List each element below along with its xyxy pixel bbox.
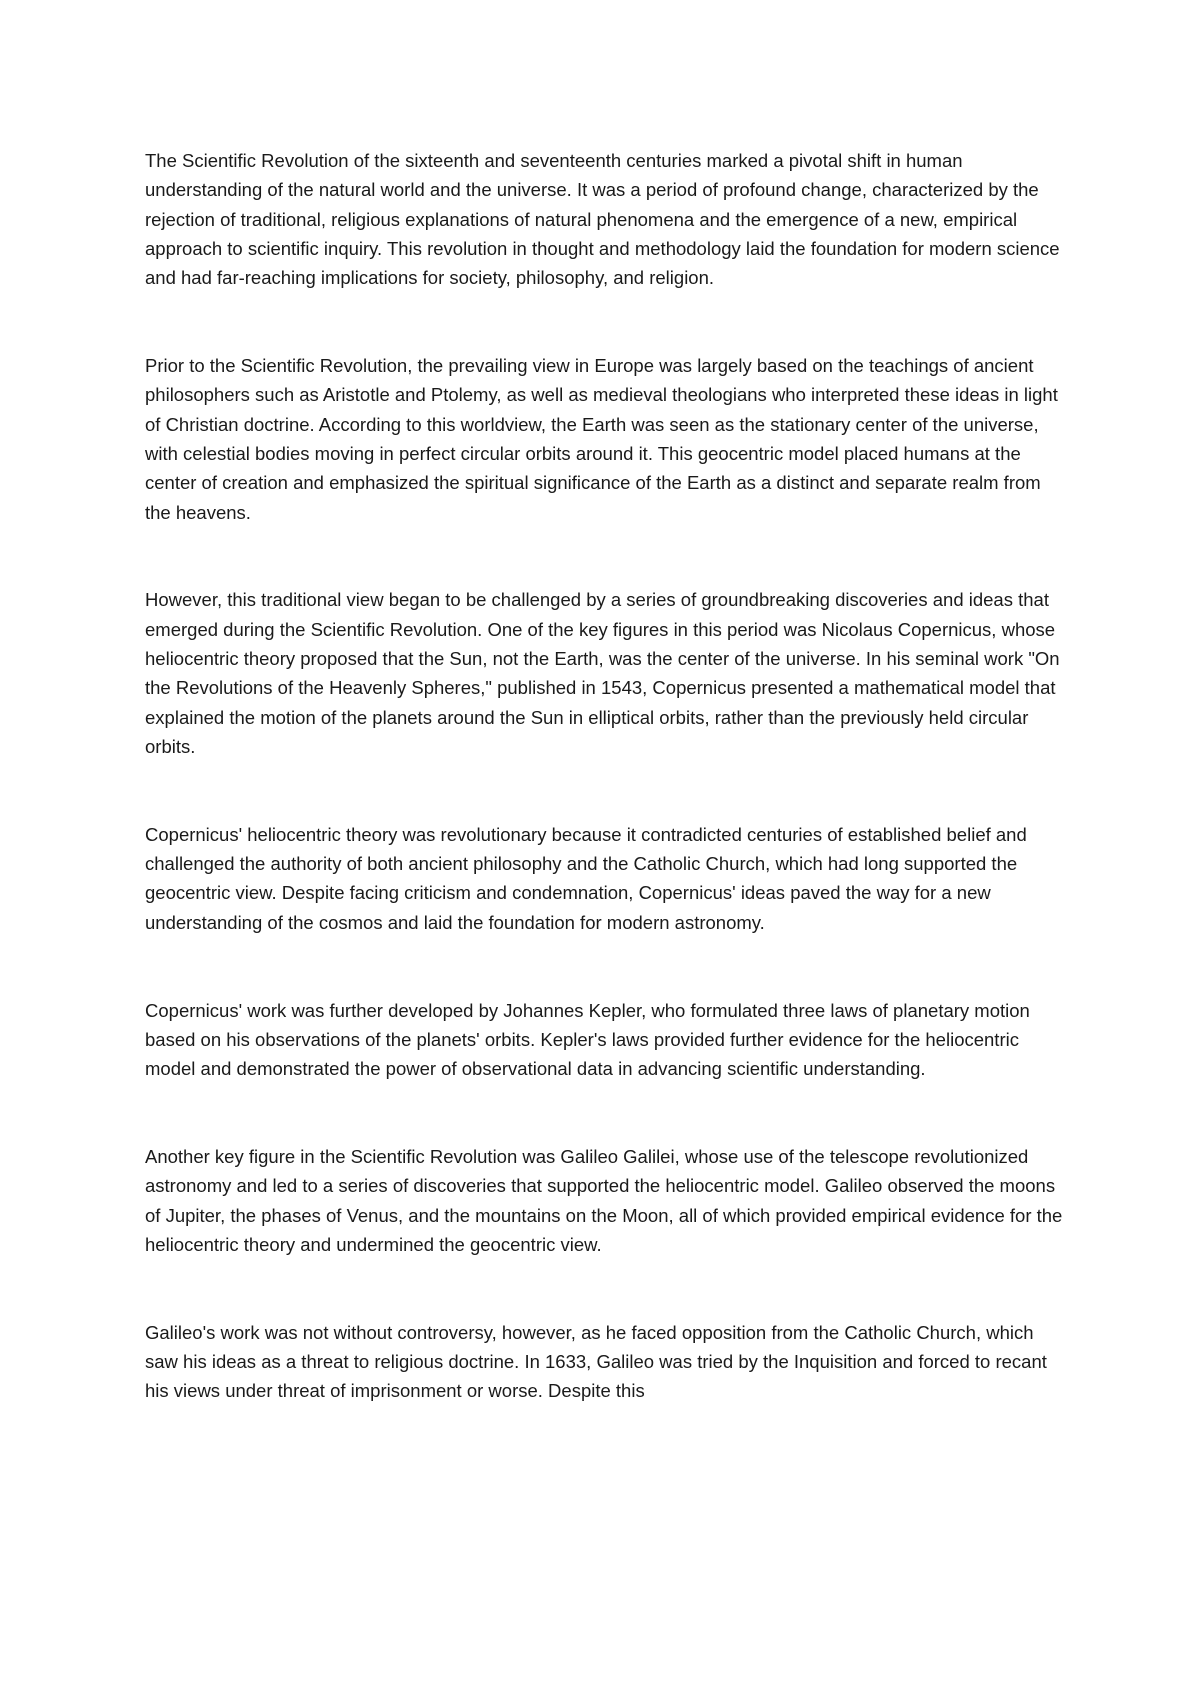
paragraph-4: Copernicus' heliocentric theory was revolutionary because it contradicted centuries of established belief and challenged the authority of both ancient philosophy and the Catholic Church, which had long supported the geocentric view. Despite facing criticism and condemnation, Copernicus' ideas paved the way for a new understanding of the cosmos and laid the foundation for modern astronomy.	[145, 823, 1027, 933]
document-body	[145, 146, 1065, 1406]
paragraph-3: However, this traditional view began to be challenged by a series of groundbreaking discoveries and ideas that emerged during the Scientific Revolution. One of the key figures in this period was Nicolaus Copernicus, whose heliocentric theory proposed that the Sun, not the Earth, was the center of the universe. In his seminal work "On the Revolutions of the Heavenly Spheres," published in 1543, Copernicus presented a mathematical model that explained the motion of the planets around the Sun in elliptical orbits, rather than the previously held circular orbits.	[145, 589, 1060, 757]
paragraph-5: Copernicus' work was further developed by Johannes Kepler, who formulated three laws of planetary motion based on his observations of the planets' orbits. Kepler's laws provided further evidence for the heliocentric model and demonstrated the power of observational data in advancing scientific understanding.	[145, 999, 1030, 1080]
paragraph-2: Prior to the Scientific Revolution, the prevailing view in Europe was largely based on the teachings of ancient philosophers such as Aristotle and Ptolemy, as well as medieval theologians who interpreted these ideas in light of Christian doctrine. According to this worldview, the Earth was seen as the stationary center of the universe, with celestial bodies moving in perfect circular orbits around it. This geocentric model placed humans at the center of creation and emphasized the spiritual significance of the Earth as a distinct and separate realm from the heavens.	[145, 355, 1058, 523]
paragraph-6: Another key figure in the Scientific Revolution was Galileo Galilei, whose use of the telescope revolutionized astronomy and led to a series of discoveries that supported the heliocentric model. Galileo observed the moons of Jupiter, the phases of Venus, and the mountains on the Moon, all of which provided empirical evidence for the heliocentric theory and undermined the geocentric view.	[145, 1146, 1063, 1255]
paragraph-7: Galileo's work was not without controversy, however, as he faced opposition from the Catholic Church, which saw his ideas as a threat to religious doctrine. In 1633, Galileo was tried by the Inquisition and forced to recant his views under threat of imprisonment or worse. Despite this	[145, 1321, 1047, 1402]
paragraph-1: The Scientific Revolution of the sixteenth and seventeenth centuries marked a pivotal shift in human understanding of the natural world and the universe. It was a period of profound change, characterized by the rejection of traditional, religious explanations of natural phenomena and the emergence of a new, empirical approach to scientific inquiry. This revolution in thought and methodology laid the foundation for modern science and had far-reaching implications for society, philosophy, and religion.	[145, 150, 1060, 289]
